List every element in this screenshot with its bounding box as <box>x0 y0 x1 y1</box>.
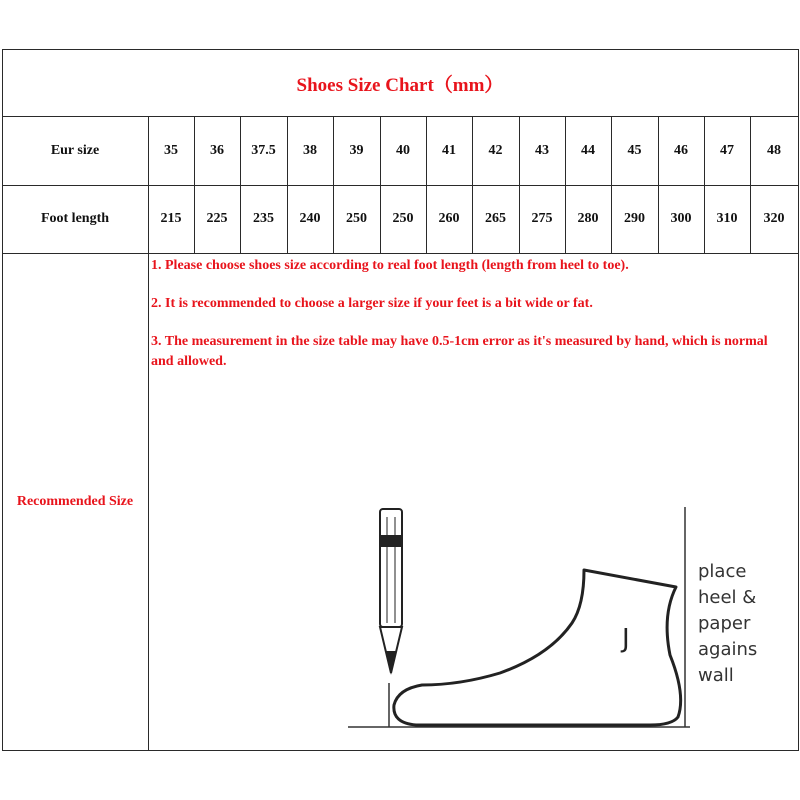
foot-outline <box>394 570 681 725</box>
eur-cell: 39 <box>349 142 364 158</box>
foot-measurement-illustration <box>340 495 760 745</box>
eur-cell: 46 <box>674 142 688 158</box>
eur-cell: 41 <box>442 142 456 158</box>
eur-cell: 44 <box>581 142 595 158</box>
foot-cell: 215 <box>160 211 182 226</box>
table-border-right <box>798 49 799 751</box>
foot-cell: 250 <box>392 211 414 226</box>
note-2: 2. It is recommended to choose a larger size if your feet is a bit wide or fat. <box>151 296 593 311</box>
eur-cell: 48 <box>767 142 781 158</box>
pencil-icon <box>380 509 402 675</box>
foot-cell: 280 <box>577 211 599 226</box>
eur-cell: 42 <box>488 142 503 158</box>
eur-cell: 35 <box>164 142 178 158</box>
eur-cell: 36 <box>210 142 224 158</box>
foot-cell: 250 <box>346 211 367 226</box>
eur-cell: 47 <box>720 142 734 158</box>
eur-cell: 37.5 <box>251 142 276 158</box>
foot-cell: 275 <box>531 211 553 226</box>
foot-cell: 300 <box>670 211 692 226</box>
eur-cell: 40 <box>396 142 410 158</box>
table-border-bottom <box>2 750 799 751</box>
illustration-text: place heel & paper agains wall <box>698 561 758 686</box>
foot-cell: 310 <box>716 211 738 226</box>
recommended-size-label: Recommended Size <box>16 494 134 509</box>
foot-row-label: Foot length <box>40 211 110 226</box>
foot-cell: 260 <box>438 211 460 226</box>
eur-cell: 45 <box>627 142 642 158</box>
foot-cell: 225 <box>206 211 228 226</box>
foot-cell: 290 <box>624 211 645 226</box>
foot-cell: 235 <box>253 211 274 226</box>
chart-title: Shoes Size Chart（mm） <box>296 74 504 96</box>
eur-row-label: Eur size <box>50 142 100 158</box>
foot-cell: 320 <box>763 211 785 226</box>
note-3: 3. The measurement in the size table may have 0.5-1cm error as it's measured by hand, which is normal and allowed. <box>151 334 768 369</box>
eur-cell: 43 <box>535 142 549 158</box>
eur-cell: 38 <box>303 142 317 158</box>
ankle-mark: J <box>622 624 630 654</box>
note-1: 1. Please choose shoes size according to real foot length (length from heel to toe). <box>151 258 629 273</box>
foot-cell: 265 <box>485 211 506 226</box>
foot-cell: 240 <box>299 211 321 226</box>
